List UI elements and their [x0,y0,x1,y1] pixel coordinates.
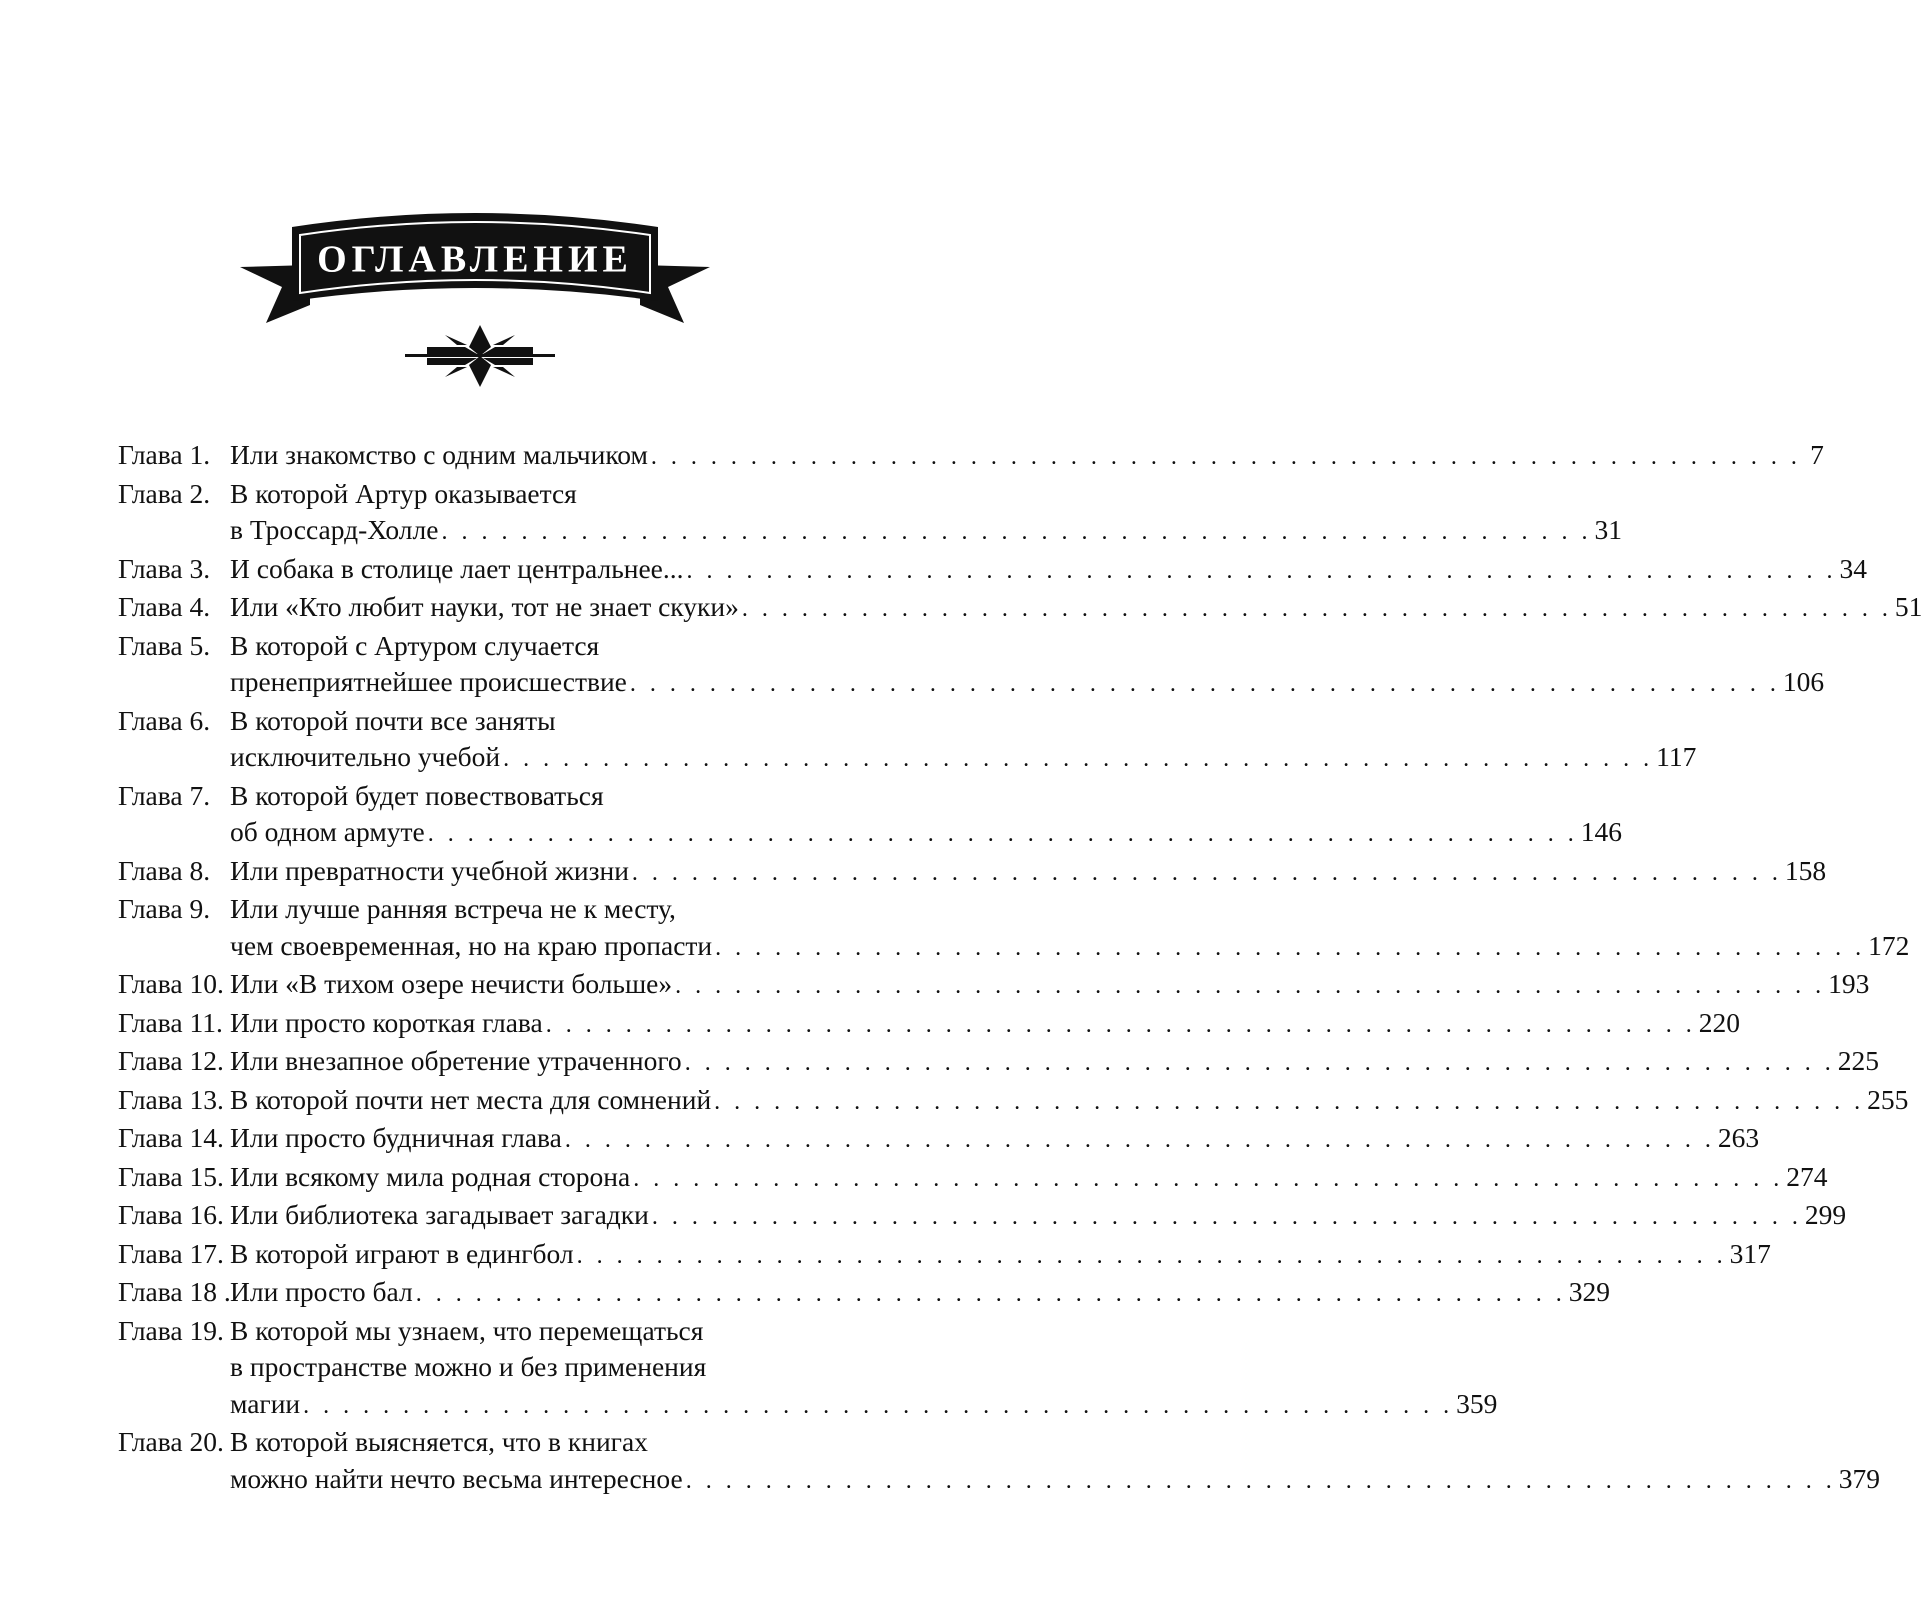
dot-leader: . . . . . . . . . . . . . . . . . . . . . . . . . . . . . . . . . . . . . . . . . . . . . . . . . . . . . . . . . . [741,596,1892,622]
table-of-contents [118,437,1922,1499]
page-number: 379 [1838,1462,1880,1494]
page-number: 317 [1729,1237,1771,1269]
chapter-number: Глава 11. [118,1006,223,1038]
chapter-number: Глава 6. [118,704,211,736]
toc-entry[interactable] [118,1424,1880,1499]
page-number: 34 [1839,552,1867,584]
chapter-title-line: чем своевременная, но на краю пропасти [230,929,713,961]
dot-leader: . . . . . . . . . . . . . . . . . . . . . . . . . . . . . . . . . . . . . . . . . . . . . . . . . . . . . . . . . . [303,1392,1454,1419]
toc-entry[interactable] [118,966,1870,1005]
toc-entry[interactable] [118,1159,1828,1198]
toc-entry[interactable] [118,551,1867,590]
chapter-title-line: в Троссард-Холле [230,514,439,545]
chapter-title-line: И собака в столице лает центральнее... [230,552,684,584]
title-banner [240,205,710,345]
chapter-title-line: Или просто короткая глава [230,1006,543,1038]
dot-leader: . . . . . . . . . . . . . . . . . . . . . . . . . . . . . . . . . . . . . . . . . . . . . . . . . . . . . . . . . . [675,973,1826,999]
chapter-number: Глава 9. [118,893,211,924]
chapter-title-line: В которой мы узнаем, что перемещаться [230,1314,704,1346]
dot-leader: . . . . . . . . . . . . . . . . . . . . . . . . . . . . . . . . . . . . . . . . . . . . . . . . . . . . . . . . . . [715,934,1866,961]
dot-leader: . . . . . . . . . . . . . . . . . . . . . . . . . . . . . . . . . . . . . . . . . . . . . . . . . . . . . . . . . . [545,1011,1696,1038]
chapter-number: Глава 7. [118,779,211,811]
chapter-number: Глава 2. [118,477,211,509]
page-number: 220 [1698,1006,1740,1038]
page-number: 106 [1782,666,1825,697]
chapter-title-line: Или внезапное обретение утраченного [230,1045,682,1076]
chapter-title-line: можно найти нечто весьма интересное [230,1462,683,1494]
chapter-title-line: В которой выясняется, что в книгах [230,1426,648,1457]
chapter-title-line: магии [230,1387,301,1419]
chapter-title-line: Или лучше ранняя встреча не к месту, [230,893,676,924]
chapter-title-line: В которой почти все заняты [230,704,556,736]
toc-entry[interactable] [118,1236,1771,1275]
chapter-title-line: исключительно учебой [230,741,501,772]
dot-leader: . . . . . . . . . . . . . . . . . . . . . . . . . . . . . . . . . . . . . . . . . . . . . . . . . . . . . . . . . . [650,444,1801,470]
chapter-title-line: об одном армуте [230,816,425,847]
page-number: 7 [1810,439,1824,470]
page-number: 158 [1784,854,1827,886]
dot-leader: . . . . . . . . . . . . . . . . . . . . . . . . . . . . . . . . . . . . . . . . . . . . . . . . . . . . . . . . . . [684,1050,1835,1076]
page-number: 299 [1804,1199,1847,1230]
chapter-number: Глава 8. [118,854,211,886]
chapter-number: Глава 15. [118,1160,224,1192]
dot-leader: . . . . . . . . . . . . . . . . . . . . . . . . . . . . . . . . . . . . . . . . . . . . . . . . . . . . . . . . . . [651,1204,1802,1230]
chapter-title-line: В которой почти нет места для сомнений [230,1083,712,1115]
dot-leader: . . . . . . . . . . . . . . . . . . . . . . . . . . . . . . . . . . . . . . . . . . . . . . . . . . . . . . . . . . [686,557,1837,584]
toc-entry[interactable] [118,1274,1610,1313]
toc-entry[interactable] [118,1082,1909,1121]
toc-entry[interactable] [118,476,1622,551]
dot-leader: . . . . . . . . . . . . . . . . . . . . . . . . . . . . . . . . . . . . . . . . . . . . . . . . . . . . . . . . . . [415,1281,1566,1307]
chapter-title-line: В которой играют в едингбол [230,1237,574,1269]
toc-entry[interactable] [118,703,1697,778]
dot-leader: . . . . . . . . . . . . . . . . . . . . . . . . . . . . . . . . . . . . . . . . . . . . . . . . . . . . . . . . . . [427,821,1578,847]
chapter-title-line: Или «Кто любит науки, тот не знает скуки» [230,591,739,622]
chapter-number: Глава 13. [118,1083,224,1115]
chapter-number: Глава 12. [118,1045,224,1076]
toc-entry[interactable] [118,778,1622,853]
chapter-number: Глава 17. [118,1237,224,1269]
toc-entry[interactable] [118,891,1910,966]
chapter-number: Глава 10. [118,968,224,999]
dot-leader: . . . . . . . . . . . . . . . . . . . . . . . . . . . . . . . . . . . . . . . . . . . . . . . . . . . . . . . . . . [576,1242,1727,1269]
dot-leader: . . . . . . . . . . . . . . . . . . . . . . . . . . . . . . . . . . . . . . . . . . . . . . . . . . . . . . . . . . [564,1127,1715,1153]
toc-entry[interactable] [118,853,1827,892]
chapter-title-line: Или просто бал [230,1276,413,1307]
page-number: 274 [1786,1160,1828,1192]
dot-leader: . . . . . . . . . . . . . . . . . . . . . . . . . . . . . . . . . . . . . . . . . . . . . . . . . . . . . . . . . . [714,1088,1865,1115]
chapter-number: Глава 3. [118,552,211,584]
dot-leader: . . . . . . . . . . . . . . . . . . . . . . . . . . . . . . . . . . . . . . . . . . . . . . . . . . . . . . . . . . [631,859,1782,886]
toc-entry[interactable] [118,1120,1760,1159]
page-number: 146 [1580,816,1622,847]
dot-leader: . . . . . . . . . . . . . . . . . . . . . . . . . . . . . . . . . . . . . . . . . . . . . . . . . . . . . . . . . . [441,519,1592,545]
chapter-number: Глава 14. [118,1122,224,1153]
toc-entry[interactable] [118,1313,1498,1425]
dot-leader: . . . . . . . . . . . . . . . . . . . . . . . . . . . . . . . . . . . . . . . . . . . . . . . . . . . . . . . . . . [633,1165,1784,1192]
page-number: 117 [1656,741,1697,772]
chapter-title-line: В которой с Артуром случается [230,629,600,661]
page-title: ОГЛАВЛЕНИЕ [317,238,633,281]
chapter-title-line: В которой Артур оказывается [230,477,577,509]
page-number: 225 [1837,1045,1879,1076]
chapter-number: Глава 16. [118,1199,224,1230]
page-number: 51 [1894,591,1922,622]
toc-entry[interactable] [118,1197,1847,1236]
page-number: 255 [1867,1083,1909,1115]
page-number: 172 [1868,929,1910,961]
page-number: 193 [1828,968,1870,999]
chapter-title-line: Или знакомство с одним мальчиком [230,439,648,470]
chapter-title-line: В которой будет повествоваться [230,779,604,811]
toc-entry[interactable] [118,628,1825,703]
chapter-title-line: Или превратности учебной жизни [230,854,629,886]
chapter-number: Глава 1. [118,439,211,470]
page-number: 31 [1594,514,1622,545]
chapter-title-line: Или всякому мила родная сторона [230,1160,631,1192]
chapter-number: Глава 5. [118,629,211,661]
chapter-title-line: Или библиотека загадывает загадки [230,1199,649,1230]
dot-leader: . . . . . . . . . . . . . . . . . . . . . . . . . . . . . . . . . . . . . . . . . . . . . . . . . . . . . . . . . . [503,746,1654,772]
chapter-title-line: в пространстве можно и без применения [230,1351,707,1382]
toc-entry[interactable] [118,1005,1740,1044]
chapter-number: Глава 19. [118,1314,224,1346]
page-number: 263 [1717,1122,1760,1153]
toc-entry[interactable] [118,1043,1879,1082]
chapter-title-line: пренеприятнейшее происшествие [230,666,627,697]
chapter-title-line: Или «В тихом озере нечисти больше» [230,968,673,999]
page-number: 359 [1456,1387,1498,1419]
page-number: 329 [1568,1276,1610,1307]
dot-leader: . . . . . . . . . . . . . . . . . . . . . . . . . . . . . . . . . . . . . . . . . . . . . . . . . . . . . . . . . . [629,671,1780,697]
chapter-number: Глава 18 . [118,1276,231,1307]
chapter-number: Глава 20. [118,1426,224,1457]
dot-leader: . . . . . . . . . . . . . . . . . . . . . . . . . . . . . . . . . . . . . . . . . . . . . . . . . . . . . . . . . . [685,1467,1836,1494]
ornament-divider-icon [405,325,555,387]
toc-entry[interactable] [118,589,1922,628]
chapter-title-line: Или просто будничная глава [230,1122,562,1153]
toc-entry[interactable] [118,437,1824,476]
chapter-number: Глава 4. [118,591,211,622]
